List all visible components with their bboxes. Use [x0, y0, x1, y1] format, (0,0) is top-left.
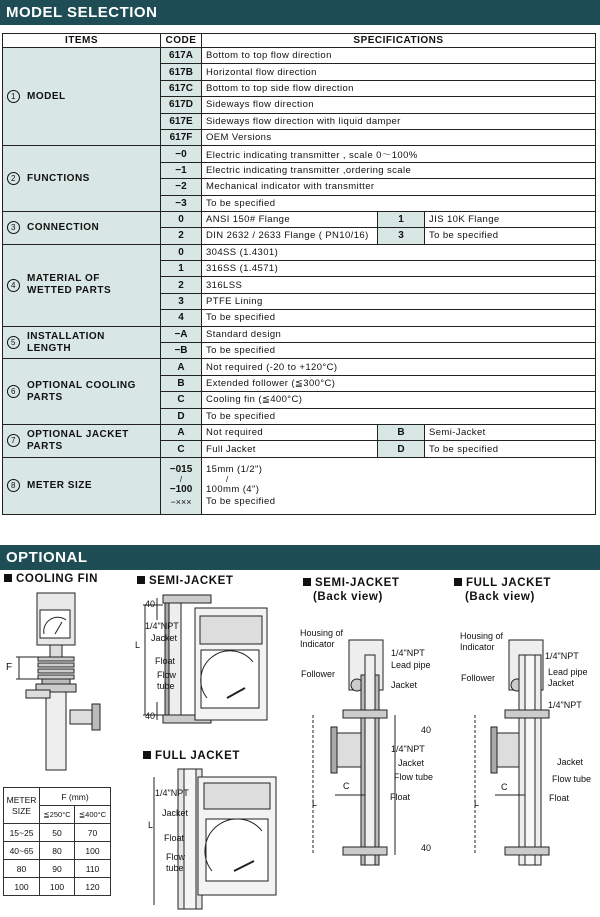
code-cell: −A	[161, 326, 202, 342]
semi-jacket-label: Jacket	[151, 633, 178, 643]
cooling-fin-table	[3, 787, 111, 896]
spec-cell: To be specified	[202, 343, 596, 359]
table-row	[3, 457, 596, 514]
fbv-npt-label: 1/4"NPT	[545, 651, 579, 661]
item-label: OPTIONAL JACKET PARTS	[27, 428, 129, 452]
fin-table-cell: 120	[75, 878, 111, 896]
sbv-npt2-label: 1/4"NPT	[391, 744, 425, 754]
spec-cell-2: To be specified	[425, 441, 596, 457]
fbv-npt2-label: 1/4"NPT	[548, 700, 582, 710]
spec-cell: To be specified	[202, 408, 596, 424]
optional-header: OPTIONAL	[0, 545, 600, 570]
f-mm-header: F (mm)	[40, 788, 111, 806]
code-cell: 0	[161, 211, 202, 227]
table-row	[3, 424, 596, 440]
spec-cell: Not required (-20 to +120°C)	[202, 359, 596, 375]
item-number: 3	[7, 221, 20, 234]
fin-table-cell: 90	[40, 860, 75, 878]
item-cell	[3, 48, 161, 146]
semi-tube-label: tube	[157, 681, 175, 691]
code-cell: 617F	[161, 129, 202, 145]
fin-table-cell: 80	[4, 860, 40, 878]
code-cell: −2	[161, 179, 202, 195]
spec-cell: Bottom to top side flow direction	[202, 80, 596, 96]
semi-jacket-back-heading: SEMI-JACKET	[303, 577, 400, 589]
meter-spec-0: 15mm (1/2")	[206, 463, 263, 475]
spec-cell: Cooling fin (≦400°C)	[202, 392, 596, 408]
spec-cell: Sideways flow direction	[202, 97, 596, 113]
spec-cell-2: JIS 10K Flange	[425, 211, 596, 227]
spec-cell: DIN 2632 / 2633 Flange ( PN10/16)	[202, 228, 378, 244]
item-cell	[3, 359, 161, 425]
item-label: MODEL	[27, 90, 66, 102]
spec-cell: PTFE Lining	[202, 293, 596, 309]
spec-cell: Full Jacket	[202, 441, 378, 457]
full-jacket-back-heading: FULL JACKET	[454, 577, 551, 589]
full-float-label: Float	[164, 833, 185, 843]
f-dimension-label: F	[6, 662, 13, 673]
sbv-c-label: C	[343, 781, 350, 791]
fin-table-cell: 70	[75, 824, 111, 842]
spec-cell: ANSI 150# Flange	[202, 211, 378, 227]
full-l-label: L	[148, 820, 154, 830]
spec-cell: Not required	[202, 424, 378, 440]
fbv-float-label: Float	[549, 793, 570, 803]
item-label: INSTALLATION LENGTH	[27, 330, 105, 354]
fbv-housing-label: Housing of	[460, 631, 504, 641]
item-cell	[3, 457, 161, 514]
sbv-follower-label: Follower	[301, 669, 336, 679]
spec-cell: Extended follower (≦300°C)	[202, 375, 596, 391]
code-cell: 2	[161, 228, 202, 244]
fbv-jacket-label: Jacket	[548, 678, 575, 688]
spec-cell: 316SS (1.4571)	[202, 261, 596, 277]
spec-cell-2: To be specified	[425, 228, 596, 244]
fbv-l-label: L	[474, 798, 480, 808]
code-cell: 2	[161, 277, 202, 293]
semi-float-label: Float	[155, 656, 176, 666]
semi-40-bottom: 40	[145, 711, 156, 721]
table-row	[3, 211, 596, 227]
semi-jacket-back-view: (Back view)	[313, 591, 383, 603]
code-cell: −B	[161, 343, 202, 359]
spec-cell: OEM Versions	[202, 129, 596, 145]
code-cell: 617D	[161, 97, 202, 113]
sbv-flow-tube-label: Flow tube	[394, 772, 434, 782]
spec-cell: Standard design	[202, 326, 596, 342]
fin-table-cell: 100	[4, 878, 40, 896]
meter-code-0: −015	[169, 463, 193, 475]
item-label: CONNECTION	[27, 221, 100, 233]
spec-cell: Electric indicating transmitter , scale 0～100%	[202, 146, 596, 162]
meter-spec-3: To be specified	[206, 495, 276, 507]
code-cell: 617B	[161, 64, 202, 80]
code-cell: B	[161, 375, 202, 391]
meter-spec-2: 100mm (4")	[206, 483, 260, 495]
col-code: CODE	[161, 34, 202, 48]
item-label: FUNCTIONS	[27, 172, 90, 184]
code-cell: 3	[161, 293, 202, 309]
fin-table-cell: 100	[75, 842, 111, 860]
sbv-indicator-label: Indicator	[300, 639, 335, 649]
fin-table-cell: 80	[40, 842, 75, 860]
code-cell-2: 1	[378, 211, 425, 227]
item-label: METER SIZE	[27, 479, 93, 491]
code-cell: A	[161, 359, 202, 375]
item-number: 7	[7, 434, 20, 447]
fin-table-cell: 110	[75, 860, 111, 878]
meter-code-1: /	[179, 474, 183, 484]
code-cell: 4	[161, 310, 202, 326]
item-label: OPTIONAL COOLING PARTS	[27, 379, 136, 403]
full-jacket-back-view: (Back view)	[465, 591, 535, 603]
table-row	[4, 824, 111, 842]
code-cell: 617C	[161, 80, 202, 96]
spec-cell: To be specified	[202, 310, 596, 326]
fin-table-cell: 15~25	[4, 824, 40, 842]
spec-cell: Sideways flow direction with liquid damper	[202, 113, 596, 129]
fin-table-cell: 50	[40, 824, 75, 842]
sbv-l-label: L	[312, 798, 318, 808]
code-cell-2: 3	[378, 228, 425, 244]
code-cell: A	[161, 424, 202, 440]
model-selection-header: MODEL SELECTION	[0, 0, 600, 25]
meter-spec-cell	[202, 457, 596, 514]
fbv-jacket2-label: Jacket	[557, 757, 584, 767]
semi-l-label: L	[135, 640, 141, 650]
sbv-housing-label: Housing of	[300, 628, 344, 638]
code-cell: C	[161, 441, 202, 457]
sbv-jacket2-label: Jacket	[398, 758, 425, 768]
table-row	[4, 842, 111, 860]
full-flow-label: Flow	[166, 852, 186, 862]
full-tube-label: tube	[166, 863, 184, 873]
col-specifications: SPECIFICATIONS	[202, 34, 596, 48]
sbv-40-top: 40	[421, 725, 432, 735]
item-number: 8	[7, 479, 20, 492]
meter-spec-1: /	[226, 474, 229, 484]
meter-code-3: −×××	[170, 496, 192, 507]
table-row	[3, 48, 596, 64]
table-row	[3, 146, 596, 162]
sbv-40-bottom: 40	[421, 843, 432, 853]
full-npt-label: 1/4"NPT	[155, 788, 189, 798]
temp-250-header: ≦250°C	[40, 806, 75, 824]
item-cell	[3, 211, 161, 244]
item-cell	[3, 146, 161, 212]
item-cell	[3, 424, 161, 457]
spec-cell: Mechanical indicator with transmitter	[202, 179, 596, 195]
item-cell	[3, 326, 161, 359]
semi-npt-label: 1/4"NPT	[145, 621, 179, 631]
spec-cell: 304SS (1.4301)	[202, 244, 596, 260]
fbv-c-label: C	[501, 782, 508, 792]
item-number: 1	[7, 90, 20, 103]
full-jacket-heading: FULL JACKET	[143, 750, 240, 762]
cooling-fin-drawing	[2, 590, 112, 780]
sbv-jacket-label: Jacket	[391, 680, 418, 690]
spec-cell-2: Semi-Jacket	[425, 424, 596, 440]
col-items: ITEMS	[3, 34, 161, 48]
spec-cell: Electric indicating transmitter ,ordering scale	[202, 162, 596, 178]
sbv-lead-pipe-label: Lead pipe	[391, 660, 431, 670]
code-cell: C	[161, 392, 202, 408]
item-label: MATERIAL OF WETTED PARTS	[27, 273, 112, 297]
item-number: 2	[7, 172, 20, 185]
code-cell: 617A	[161, 48, 202, 64]
cooling-fin-heading: COOLING FIN	[4, 573, 98, 585]
code-cell: −1	[161, 162, 202, 178]
fbv-follower-label: Follower	[461, 673, 496, 683]
meter-code-2: −100	[169, 483, 193, 495]
spec-cell: 316LSS	[202, 277, 596, 293]
table-row	[3, 326, 596, 342]
code-cell: D	[161, 408, 202, 424]
fbv-flow-tube-label: Flow tube	[552, 774, 592, 784]
semi-flow-label: Flow	[157, 670, 177, 680]
code-cell-2: D	[378, 441, 425, 457]
table-row	[3, 359, 596, 375]
code-cell: −3	[161, 195, 202, 211]
sbv-float-label: Float	[390, 792, 411, 802]
fbv-lead-pipe-label: Lead pipe	[548, 667, 588, 677]
full-jacket-label: Jacket	[162, 808, 189, 818]
item-number: 6	[7, 385, 20, 398]
meter-code-cell	[161, 457, 202, 514]
code-cell: 617E	[161, 113, 202, 129]
fin-table-cell: 100	[40, 878, 75, 896]
code-cell: 0	[161, 244, 202, 260]
model-selection-table	[2, 33, 596, 515]
table-row	[4, 878, 111, 896]
temp-400-header: ≦400°C	[75, 806, 111, 824]
table-row	[3, 244, 596, 260]
spec-cell: Horizontal flow direction	[202, 64, 596, 80]
fin-table-cell: 40~65	[4, 842, 40, 860]
spec-cell: Bottom to top flow direction	[202, 48, 596, 64]
spec-cell: To be specified	[202, 195, 596, 211]
item-cell	[3, 244, 161, 326]
code-cell: 1	[161, 261, 202, 277]
meter-size-header: METER SIZE	[4, 788, 40, 824]
semi-40-top: 40	[145, 599, 156, 609]
semi-jacket-heading: SEMI-JACKET	[137, 575, 234, 587]
item-number: 5	[7, 336, 20, 349]
sbv-npt-label: 1/4"NPT	[391, 648, 425, 658]
code-cell-2: B	[378, 424, 425, 440]
table-row	[4, 860, 111, 878]
item-number: 4	[7, 279, 20, 292]
fbv-indicator-label: Indicator	[460, 642, 495, 652]
code-cell: −0	[161, 146, 202, 162]
